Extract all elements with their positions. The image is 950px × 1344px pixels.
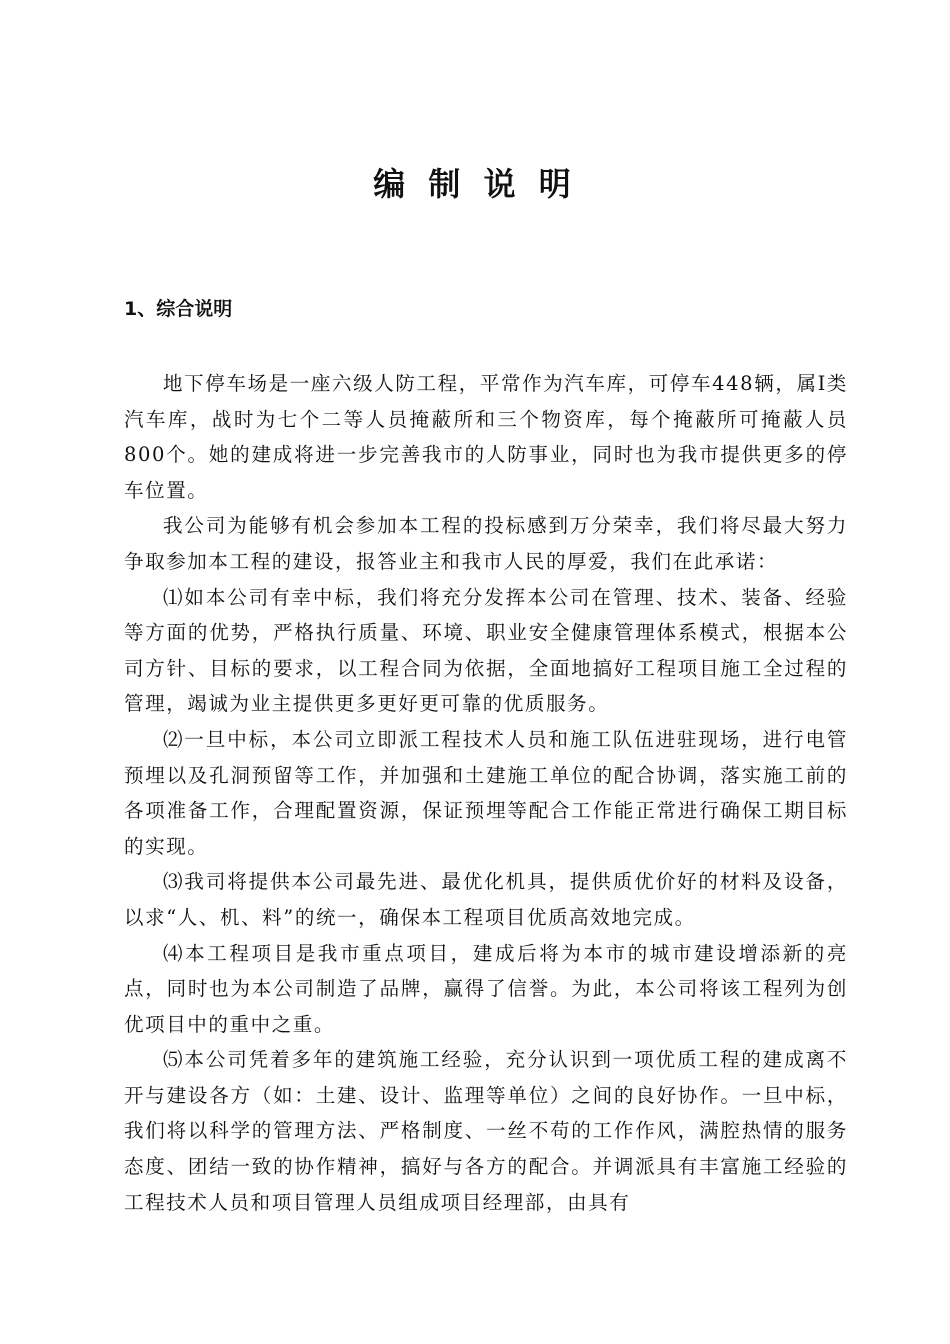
section-heading: 1、综合说明 [124,298,233,320]
document-title: 编 制 说 明 [373,165,577,203]
paragraph-item-3: ⑶我司将提供本公司最先进、最优化机具，提供质优价好的材料及设备，以求“人、机、料”的统一，确保本工程项目优质高效地完成。 [124,870,848,929]
paragraph-item-5: ⑸本公司凭着多年的建筑施工经验，充分认识到一项优质工程的建成离不开与建设各方（如：土建、设计、监理等单位）之间的良好协作。一旦中标，我们将以科学的管理方法、严格制度、一丝不苟的工作作风，满腔热情的服务态度、团结一致的协作精神，搞好与各方的配合。并调派具有丰富施工经验的工程技术人员和项目管理人员组成项目经理部，由具有 [124,1048,848,1214]
paragraph-item-4: ⑷本工程项目是我市重点项目，建成后将为本市的城市建设增添新的亮点，同时也为本公司制造了品牌，赢得了信誉。为此，本公司将该工程列为创优项目中的重中之重。 [124,941,848,1036]
paragraph-intro: 地下停车场是一座六级人防工程，平常作为汽车库，可停车448辆，属I类汽车库，战时为七个二等人员掩蔽所和三个物资库，每个掩蔽所可掩蔽人员800个。她的建成将进一步完善我市的人防事业，同时也为我市提供更多的停车位置。 [124,372,848,502]
paragraph-item-1: ⑴如本公司有幸中标，我们将充分发挥本公司在管理、技术、装备、经验等方面的优势，严格执行质量、环境、职业安全健康管理体系模式，根据本公司方针、目标的要求，以工程合同为依据，全面地搞好工程项目施工全过程的管理，竭诚为业主提供更多更好更可靠的优质服务。 [124,585,848,716]
paragraph-item-2: ⑵一旦中标，本公司立即派工程技术人员和施工队伍进驻现场，进行电管预埋以及孔洞预留等工作，并加强和土建施工单位的配合协调，落实施工前的各项准备工作，合理配置资源，保证预埋等配合工作能正常进行确保工期目标的实现。 [124,727,848,858]
paragraph-commitment: 我公司为能够有机会参加本工程的投标感到万分荣幸，我们将尽最大努力争取参加本工程的建设，报答业主和我市人民的厚爱，我们在此承诺： [124,514,848,573]
body-text [124,366,848,1220]
